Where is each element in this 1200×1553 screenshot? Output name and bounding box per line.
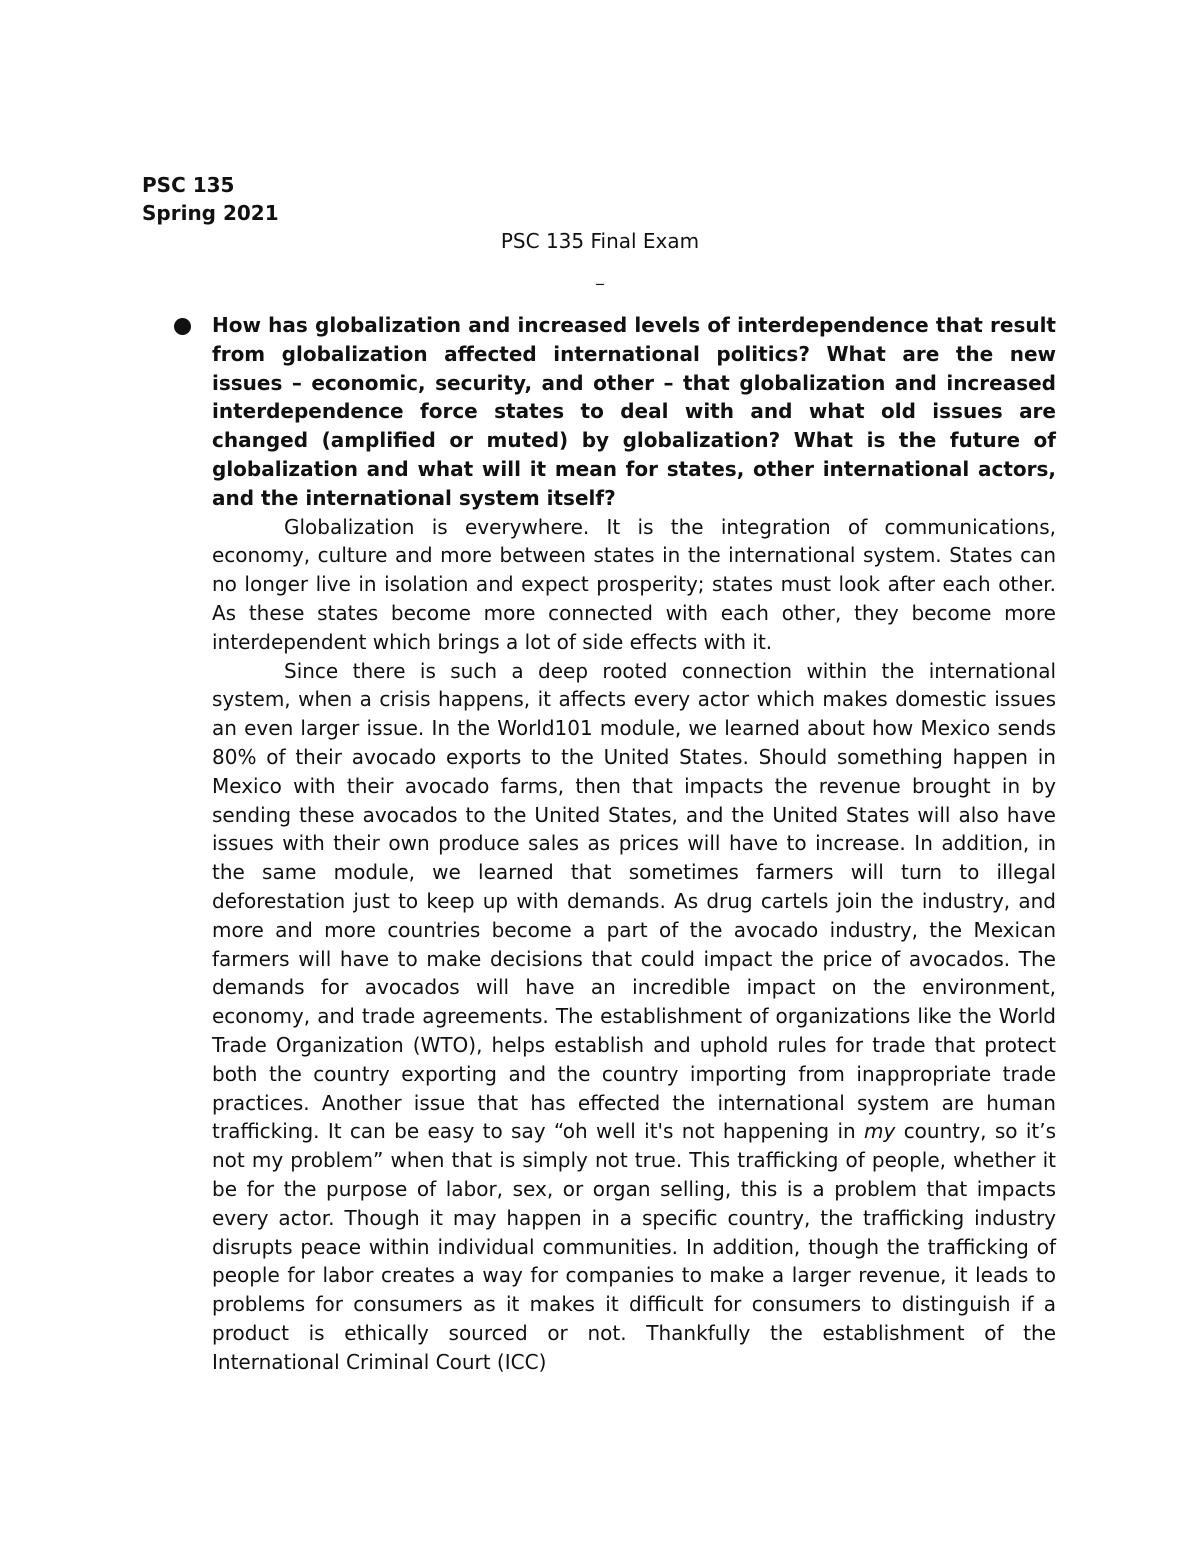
bullet-icon bbox=[174, 318, 191, 335]
exam-title: PSC 135 Final Exam bbox=[500, 229, 700, 253]
title-underscore: _ bbox=[596, 266, 604, 285]
emphasis-word: my bbox=[864, 1119, 896, 1144]
exam-question: How has globalization and increased levels of interdependence that result from globalization affected international politics? What are the new issues – economic, security, and other – that globalization and increased interdependence force states to deal with and what old issues are changed (amplified or muted) by globalization? What is the future of globalization and what will it mean for states, other international actors, and the international system itself? bbox=[212, 313, 1056, 510]
question-block bbox=[212, 311, 1056, 1376]
answer-paragraph-2 bbox=[212, 657, 1056, 1377]
course-code: PSC 135 bbox=[142, 173, 235, 197]
answer-paragraph-1: Globalization is everywhere. It is the integration of communications, economy, culture and more between states in the international system. States can no longer live in isolation and expect prosperity; states must look after each other. As these states become more connected with each other, they become more interdependent which brings a lot of side effects with it. bbox=[212, 514, 1056, 654]
term: Spring 2021 bbox=[142, 201, 279, 225]
answer-paragraph-2-part-2: country, so it’s not my problem” when that is simply not true. This trafficking of people, whether it be for the purpose of labor, sex, or organ selling, this is a problem that impacts every actor. Though it may happen in a specific country, the trafficking industry disrupts peace within individual communities. In addition, though the trafficking of people for labor creates a way for companies to make a larger revenue, it leads to problems for consumers as it makes it difficult for consumers to distinguish if a product is ethically sourced or not. Thankfully the establishment of the International Criminal Court (ICC) bbox=[212, 1119, 1057, 1374]
answer-paragraph-2-part-1: Since there is such a deep rooted connection within the international system, when a crisis happens, it affects every actor which makes domestic issues an even larger issue. In the World101 module, we learned about how Mexico sends 80% of their avocado exports to the United States. Should something happen in Mexico with their avocado farms, then that impacts the revenue brought in by sending these avocados to the United States, and the United States will also have issues with their own produce sales as prices will have to increase. In addition, in the same module, we learned that sometimes farmers will turn to illegal deforestation just to keep up with demands. As drug cartels join the industry, and more and more countries become a part of the avocado industry, the Mexican farmers will have to make decisions that could impact the price of avocados. The demands for avocados will have an incredible impact on the environment, economy, and trade agreements. The establishment of organizations like the World Trade Organization (WTO), helps establish and uphold rules for trade that protect both the country exporting and the country importing from inappropriate trade practices. Another issue that has effected the international system are human trafficking. It can be easy to say “oh well it's not happening in bbox=[212, 658, 1056, 1144]
